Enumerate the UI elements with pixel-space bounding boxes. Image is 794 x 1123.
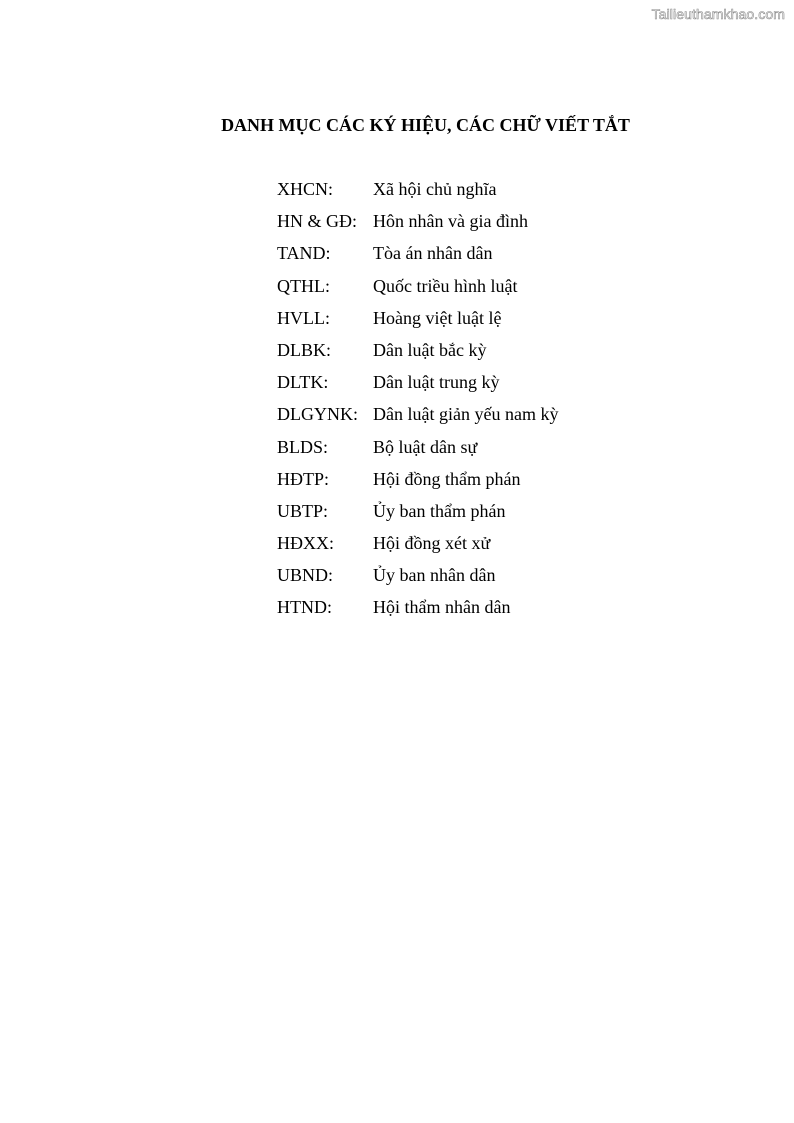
abbreviation-row [277,371,558,403]
abbreviation-code: DLBK: [277,339,331,360]
abbreviation-row [277,339,558,371]
abbreviation-meaning: Ủy ban thẩm phán [373,500,506,521]
abbreviation-meaning: Xã hội chủ nghĩa [373,179,497,199]
abbreviation-meaning: Hội đồng xét xử [373,533,491,554]
abbreviation-code: HVLL: [277,307,330,328]
abbreviation-meaning: Dân luật giản yếu nam kỳ [373,404,559,425]
abbreviation-code: QTHL: [277,275,330,296]
abbreviation-meaning: Ủy ban nhân dân [373,565,496,586]
page-title: DANH MỤC CÁC KÝ HIỆU, CÁC CHỮ VIẾT TẮT [221,115,630,135]
abbreviation-code: UBTP: [277,500,329,521]
abbreviation-meaning: Bộ luật dân sự [373,436,478,457]
abbreviation-row [277,436,558,468]
abbreviation-meaning: Dân luật trung kỳ [373,372,500,393]
abbreviation-code: HN & GĐ: [277,211,357,232]
abbreviation-row [277,468,558,500]
abbreviation-code: HTND: [277,597,332,618]
abbreviation-code: HĐXX: [277,533,334,554]
abbreviation-row [277,532,558,564]
abbreviation-meaning: Tòa án nhân dân [373,243,493,264]
abbreviation-row [277,178,558,210]
abbreviation-code: UBND: [277,565,334,586]
abbreviation-row [277,403,558,435]
abbreviation-code: XHCN: [277,179,334,199]
abbreviation-list [277,178,558,629]
abbreviation-code: TAND: [277,243,331,264]
abbreviation-row [277,500,558,532]
abbreviation-code: HĐTP: [277,468,330,489]
abbreviation-meaning: Hội đồng thẩm phán [373,468,521,489]
abbreviation-code: BLDS: [277,436,329,457]
abbreviation-row [277,275,558,307]
abbreviation-code: DLTK: [277,372,329,393]
abbreviation-row [277,307,558,339]
abbreviation-meaning: Quốc triều hình luật [373,275,518,296]
abbreviation-row [277,210,558,242]
abbreviation-meaning: Hội thẩm nhân dân [373,597,511,618]
abbreviation-code: DLGYNK: [277,404,358,425]
abbreviation-row [277,596,558,628]
watermark: Tailieuthamkhao.com [651,6,785,22]
abbreviation-row [277,564,558,596]
abbreviation-meaning: Hoàng việt luật lệ [373,307,502,328]
abbreviation-meaning: Hôn nhân và gia đình [373,211,528,232]
abbreviation-row [277,242,558,274]
abbreviation-meaning: Dân luật bắc kỳ [373,339,487,360]
